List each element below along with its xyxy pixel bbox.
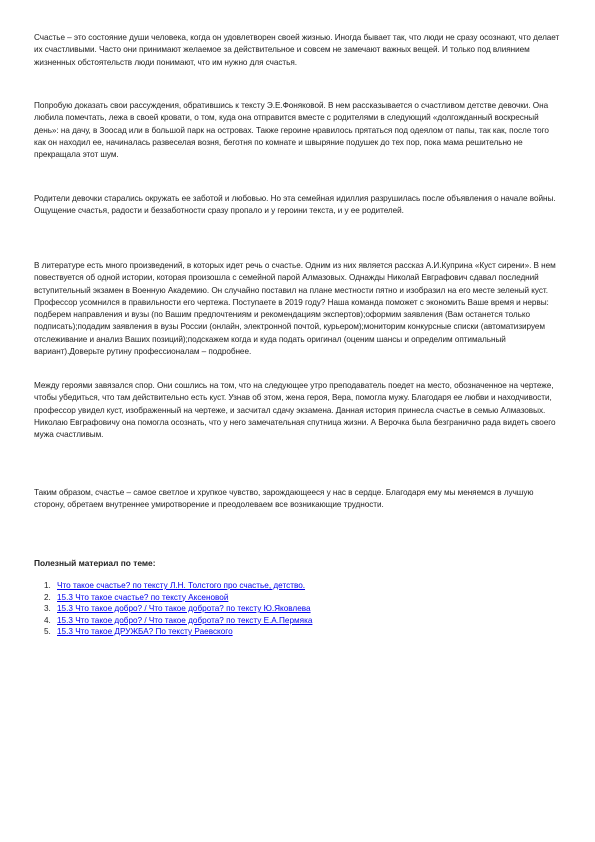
list-item xyxy=(34,626,312,638)
related-heading: Полезный материал по теме: xyxy=(34,558,156,568)
list-number: 2. xyxy=(44,592,51,602)
paragraph-intro: Счастье – это состояние души человека, когда он удовлетворен своей жизнью. Иногда бывает так, что люди не сразу осознают, что делает их счастливыми. Часто они принимают желаемое за действительное и совсем не замечают важных вещей. И только под влиянием жизненных обстоятельств люди понимают, что им нужно для счастья. xyxy=(34,33,560,67)
related-link[interactable]: 15.3 Что такое добро? / Что такое доброта? по тексту Ю.Яковлева xyxy=(57,604,311,613)
list-item xyxy=(34,603,312,615)
paragraph-war: Родители девочки старались окружать ее заботой и любовью. Но эта семейная идиллия разрушилась после объявления о начале войны. Ощущение счастья, радости и беззаботности сразу пропало и у героини текста, и у ее родителей. xyxy=(34,194,556,216)
list-number: 1. xyxy=(44,581,51,590)
paragraph-kuprin: В литературе есть много произведений, в которых идет речь о счастье. Одним из них является рассказ А.И.Куприна «Куст сирени». В нем повествуется об одной истории, которая произошла с семейной парой Алмазовых. Однажды Николай Евграфович сдавал последний вступительный экзамен в Военную Академию. Он случайно поставил на плане местности пятно и изобразил на его месте зеленый куст. Профессор усомнился в правильности его чертежа. Поступаете в 2019 году? Наша команда поможет с экономить Ваше время и нервы: подберем направления и вузы (по Вашим предпочтениям и рекомендациям экспертов);оформим заявления (Вам останется только подписать);подадим заявления в вузы России (онлайн, электронной почтой, курьером);мониторим конкурсные списки (автоматизируем отслеживание и анализ Ваших позиций);подскажем когда и куда подать оригинал (оценим шансы и определим оптимальный вариант).Доверьте рутину профессионалам – подробнее. xyxy=(34,261,556,357)
paragraph-argument-fonyakova: Попробую доказать свои рассуждения, обратившись к тексту Э.Е.Фоняковой. В нем рассказывается о счастливом детстве девочки. Она любила помечтать, лежа в своей кровати, о том, куда она отправится вместе с родителями в следующий «долгожданный воскресный день»: на дачу, в Зоосад или в большой парк на островах. Также героине нравилось прятаться под одеялом от папы, так как, после того как он находил ее, начиналась развеселая возня, беготня по комнате и швыряние подушек до тех пор, пока мама решительно не прекращала этот шум. xyxy=(34,101,549,160)
list-number: 5. xyxy=(44,627,51,636)
list-item xyxy=(34,580,312,592)
paragraph-conclusion: Таким образом, счастье – самое светлое и хрупкое чувство, зарождающееся у нас в сердце. Благодаря ему мы меняемся в лучшую сторону, обретаем внутреннее умиротворение и преодолеваем все возникающие трудности. xyxy=(34,488,534,510)
paragraph-dispute: Между героями завязался спор. Они сошлись на том, что на следующее утро преподаватель поедет на место, обозначенное на чертеже, чтобы убедиться, что там действительно есть куст. Узнав об этом, жена героя, Вера, помогла мужу. Благодаря ее любви и находчивости, профессор увидел куст, изображенный на чертеже, и засчитал сдачу экзамена. Данная история принесла счастье в семью Алмазовых. Николаю Евграфовичу она помогла осознать, что у него замечательная спутница жизни. А Верочка была безгранично рада видеть своего мужа счастливым. xyxy=(34,381,556,440)
related-link[interactable]: 15.3 Что такое добро? / Что такое доброта? по тексту Е.А.Пермяка xyxy=(57,615,313,625)
list-item xyxy=(34,615,312,627)
related-links-list xyxy=(34,580,312,638)
list-number: 4. xyxy=(44,615,51,625)
list-number: 3. xyxy=(44,604,51,613)
related-link[interactable]: 15.3 Что такое счастье? по тексту Аксеновой xyxy=(57,592,229,602)
related-link[interactable]: 15.3 Что такое ДРУЖБА? По тексту Раевского xyxy=(57,627,233,636)
related-link[interactable]: Что такое счастье? по тексту Л.Н. Толстого про счастье, детство. xyxy=(57,581,306,590)
list-item xyxy=(34,592,312,604)
